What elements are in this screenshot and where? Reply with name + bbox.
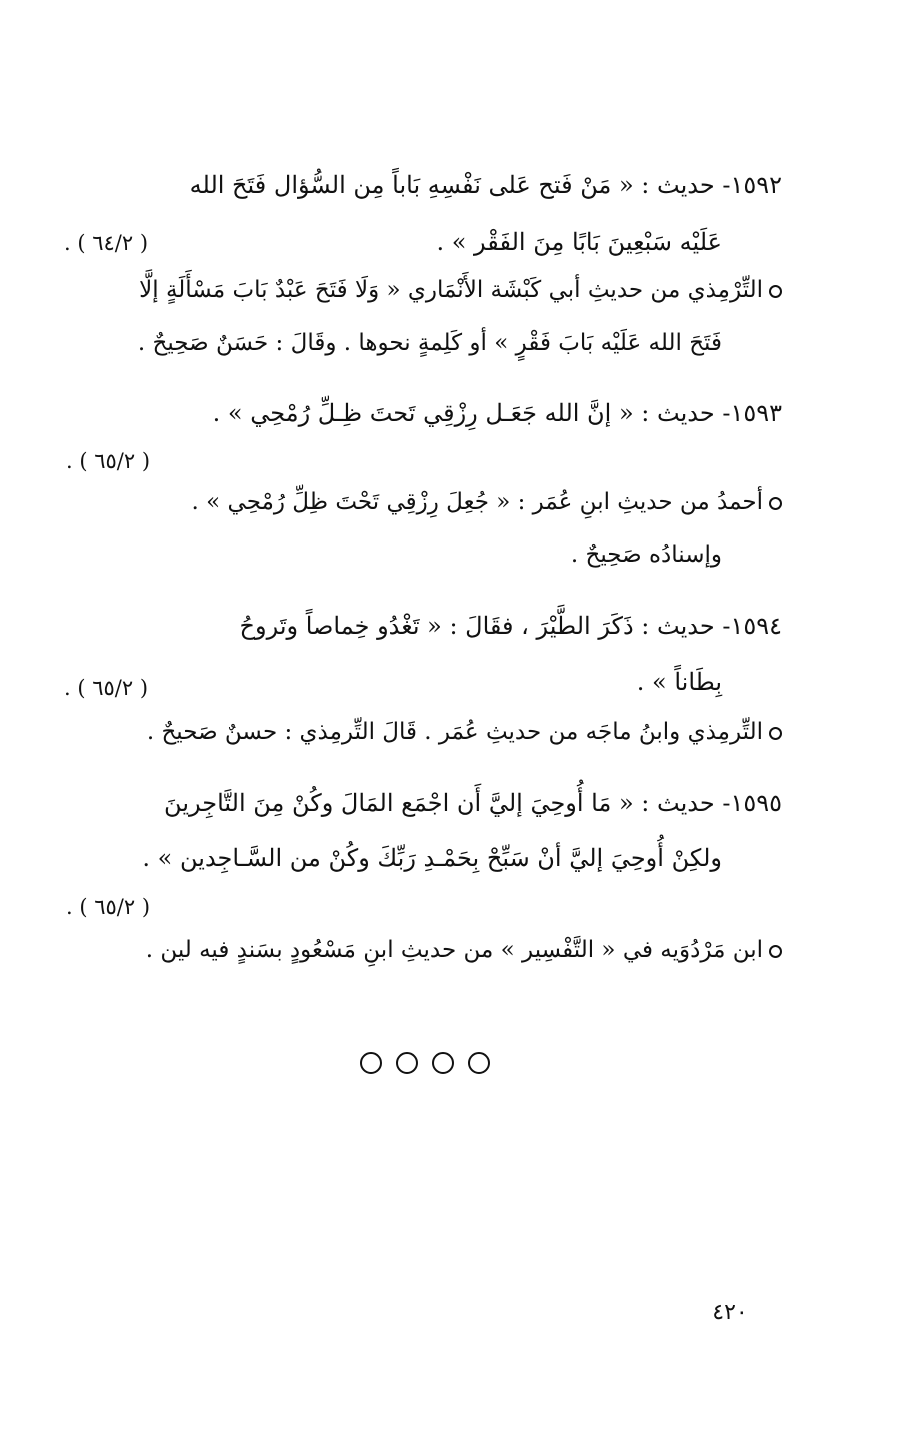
entry-1595-commentary-1: ابن مَرْدُوَيه في « التَّفْسِير » من حديثِ ابنِ مَسْعُودٍ بسَندٍ فيه لين .: [60, 930, 782, 970]
entry-1594-commentary-1: التِّرمِذي وابنُ ماجَه من حديثِ عُمَر . قَالَ التِّرمِذي : حسنٌ صَحيحٌ .: [60, 712, 782, 752]
ornament-circle-icon: [396, 1052, 418, 1074]
bullet-circle-icon: [769, 497, 782, 510]
four-circles-ornament-icon: [360, 1051, 490, 1075]
entry-1594-line-1: ١٥٩٤- حديث : ذَكَرَ الطَّيْرَ ، فقَالَ : « تَغْدُو خِماصاً وتَروحُ: [239, 612, 782, 640]
ornament-circle-icon: [432, 1052, 454, 1074]
entry-1592-line-2: عَلَيْه سَبْعِينَ بَابًا مِنَ الفَقْر » .: [436, 228, 722, 256]
entry-1594-line-2: بِطَاناً » .: [636, 668, 722, 696]
bullet-circle-icon: [769, 945, 782, 958]
entry-1593-reference: ( ٦٥/٢ ) .: [66, 449, 151, 473]
entry-1593-line-1: ١٥٩٣- حديث : « إنَّ الله جَعَـل رِزْقِي تَحتَ ظِـلِّ رُمْحِي » .: [212, 399, 782, 427]
entry-1595-reference: ( ٦٥/٢ ) .: [66, 895, 151, 919]
entry-1592-commentary-1: التِّرْمِذي من حديثِ أبي كَبْشَة الأَنْمَاري « وَلَا فَتَحَ عَبْدٌ بَابَ مَسْأَلَةٍ إلَّا: [60, 270, 782, 310]
entry-1595-line-2: ولكِنْ أُوحِيَ إليَّ أنْ سَبِّحْ بِحَمْـدِ رَبِّكَ وكُنْ من السَّـاجِدين » .: [142, 844, 722, 872]
entry-1592-reference: ( ٦٤/٢ ) .: [64, 231, 149, 255]
entry-1593-commentary-2: وإسنادُه صَحِيحٌ .: [570, 542, 722, 568]
page-number: ٤٢٠: [712, 1300, 748, 1325]
entry-1594-reference: ( ٦٥/٢ ) .: [64, 676, 149, 700]
bullet-circle-icon: [769, 285, 782, 298]
entry-1592-commentary-2: فَتَحَ الله عَلَيْه بَابَ فَقْرٍ » أو كَلِمةٍ نحوها . وقَالَ : حَسَنٌ صَحِيحٌ .: [137, 330, 722, 356]
ornament-circle-icon: [360, 1052, 382, 1074]
entry-1595-line-1: ١٥٩٥- حديث : « مَا أُوحِيَ إليَّ أَن اجْمَع المَالَ وكُنْ مِنَ التَّاجِرينَ: [164, 789, 782, 817]
entry-1592-line-1: ١٥٩٢- حديث : « مَنْ فَتح عَلى نَفْسِهِ بَاباً مِن السُّؤال فَتَحَ الله: [189, 171, 782, 199]
entry-1593-commentary-1: أحمدُ من حديثِ ابنِ عُمَر : « جُعِلَ رِزْقِي تَحْتَ ظِلِّ رُمْحِي » .: [60, 482, 782, 522]
bullet-circle-icon: [769, 727, 782, 740]
ornament-circle-icon: [468, 1052, 490, 1074]
